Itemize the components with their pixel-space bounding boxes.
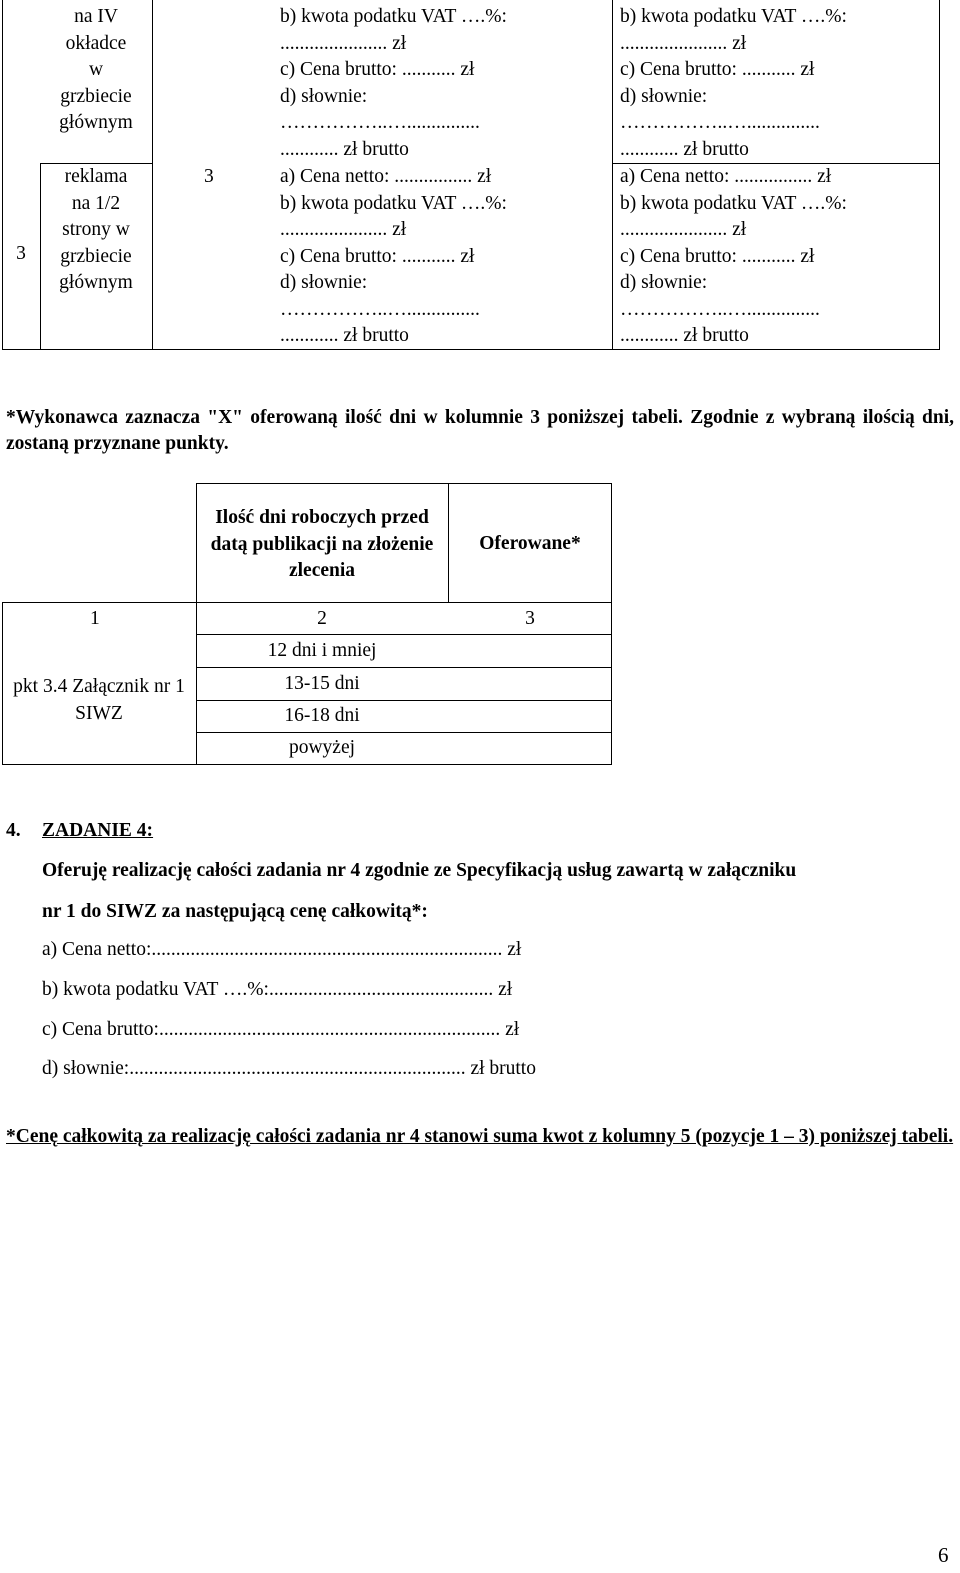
- option-above: powyżej: [288, 737, 356, 758]
- section-intro-line-1: Oferuję realizację całości zadania nr 4 zgodnie ze Specyfikacją usług zawartą w załączniku: [42, 860, 797, 881]
- row-3-sub-number: 3: [204, 166, 214, 187]
- row-3-description: reklama na 1/2 strony w grzbiecie głównym: [59, 166, 133, 293]
- row-prev-description: na IV okładce w grzbiecie głównym: [59, 6, 133, 133]
- row-label: pkt 3.4 Załącznik nr 1 SIWZ: [13, 676, 185, 724]
- section-intro-line-2: nr 1 do SIWZ za następującą cenę całkowitą*:: [42, 901, 428, 922]
- option-12-days: 12 dni i mniej: [267, 640, 377, 661]
- option-13-15-days: 13-15 dni: [284, 673, 360, 694]
- selection-note: *Wykonawca zaznacza "X" oferowaną ilość dni w kolumnie 3 poniższej tabeli. Zgodnie z wybraną ilością dni, zostaną przyznane punkty.: [6, 407, 954, 454]
- vat-line: b) kwota podatku VAT ….%:.............................................. zł: [42, 979, 513, 1000]
- net-price-line: a) Cena netto:........................................................................ zł: [42, 939, 522, 960]
- row-3-number: 3: [16, 243, 26, 264]
- col-number-1: 1: [90, 608, 100, 629]
- row-prev-price-col-b: b) kwota podatku VAT ….%: ...................... zł c) Cena brutto: ........... zł d) słownie: ……………..…............... ............ zł brutto: [620, 6, 847, 160]
- offered-cell-above[interactable]: [449, 733, 611, 764]
- section-title: ZADANIE 4:: [42, 820, 154, 841]
- col-number-3: 3: [525, 608, 535, 629]
- option-16-18-days: 16-18 dni: [284, 705, 360, 726]
- offered-cell-16-18-days[interactable]: [449, 701, 611, 732]
- page-number: 6: [938, 1543, 949, 1567]
- footnote: *Cenę całkowitą za realizację całości zadania nr 4 stanowi suma kwot z kolumny 5 (pozycje 1 – 3) poniższej tabeli.: [6, 1126, 954, 1147]
- row-prev-price-col-a: b) kwota podatku VAT ….%: ...................... zł c) Cena brutto: ........... zł d) słownie: ……………..…............... ............ zł brutto: [280, 6, 507, 160]
- offered-cell-12-days[interactable]: [449, 635, 611, 667]
- col-number-2: 2: [317, 608, 327, 629]
- section-number: 4.: [6, 820, 21, 841]
- days-column-header: Ilość dni roboczych przed datą publikacji na złożenie zlecenia: [210, 507, 434, 581]
- in-words-line: d) słownie:..................................................................... zł brutto: [42, 1058, 536, 1079]
- offered-cell-13-15-days[interactable]: [449, 668, 611, 700]
- gross-price-line: c) Cena brutto:...................................................................... zł: [42, 1019, 520, 1040]
- row-3-price-col-b: a) Cena netto: ................ zł b) kwota podatku VAT ….%: ...................... zł c) Cena brutto: ........... zł d) słownie: ……………..…............... ............ zł brutto: [620, 166, 847, 346]
- offered-column-header: Oferowane*: [479, 533, 581, 554]
- row-3-price-col-a: a) Cena netto: ................ zł b) kwota podatku VAT ….%: ...................... zł c) Cena brutto: ........... zł d) słownie: ……………..…............... ............ zł brutto: [280, 166, 507, 346]
